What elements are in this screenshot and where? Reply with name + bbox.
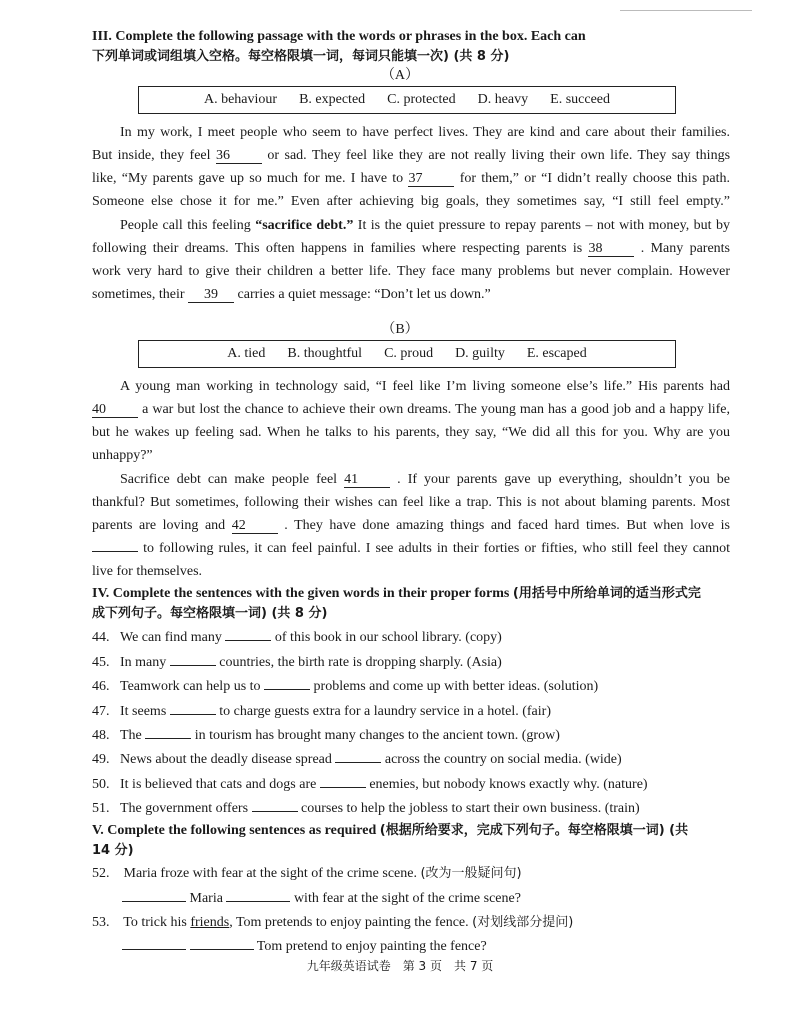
box-b-option: C. proud — [384, 346, 434, 361]
section4-title: IV. Complete the sentences with the given words in their proper forms (用括号中所给单词的适当形式完 — [92, 586, 701, 601]
passage-b-line: thankful? But sometimes, following their wishes can feel like a trap. This is not about blaming parents. Most — [92, 495, 730, 510]
passage-b-line: 40 a war but lost the chance to achieve their own dreams. The young man has a good job and a happy life, — [92, 402, 730, 417]
answer-blank[interactable] — [264, 689, 310, 690]
answer-blank[interactable] — [226, 901, 290, 902]
passage-a-line: In my work, I meet people who seem to have perfect lives. They are kind and care about their families. — [120, 125, 730, 140]
answer-blank[interactable] — [252, 811, 298, 812]
question-item: 47. It seems to charge guests extra for a laundry service in a hotel. (fair) — [92, 704, 551, 719]
blank-38[interactable]: 38 — [588, 241, 634, 257]
blank-43[interactable] — [92, 551, 138, 552]
passage-a-line: sometimes, their 39 carries a quiet message: “Don’t let us down.” — [92, 287, 491, 302]
passage-b-line: parents are loving and 42 . They have done amazing things and faced hard times. But when love is — [92, 518, 731, 533]
box-a-option: E. succeed — [550, 92, 610, 107]
question-item: 48. The in tourism has brought many changes to the ancient town. (grow) — [92, 728, 560, 743]
box-b-option: E. escaped — [526, 346, 587, 361]
section5-title: V. Complete the following sentences as required (根据所给要求，完成下列句子。每空格限填一词) (共 — [92, 823, 689, 838]
part-b-label: （B） — [381, 322, 419, 337]
blank-39[interactable]: 39 — [188, 287, 234, 303]
section3-title-cn: 下列单词或词组填入空格。每空格限填一词，每词只能填一次) (共 8 分) — [92, 49, 510, 64]
passage-b-line: unhappy?” — [92, 448, 153, 463]
answer-blank[interactable] — [170, 665, 216, 666]
box-a-option: C. protected — [387, 92, 456, 107]
passage-a-line: work very hard to give their children a better life. They face many problems but never complain. However — [92, 264, 730, 279]
answer-blank[interactable] — [190, 949, 254, 950]
question-item: 46. Teamwork can help us to problems and come up with better ideas. (solution) — [92, 679, 599, 694]
passage-a-line: like, “My parents gave up so much for me. I have to 37 for them,” or “I didn’t really choose this path. — [92, 171, 730, 186]
question-52: 52. Maria froze with fear at the sight of the crime scene. (改为一般疑问句) — [92, 866, 522, 881]
section5-title-cn: 14 分) — [92, 843, 134, 858]
answer-blank[interactable] — [335, 762, 381, 763]
question-item: 49. News about the deadly disease spread across the country on social media. (wide) — [92, 752, 622, 767]
question-53: 53. To trick his friends, Tom pretends to enjoy painting the fence. (对划线部分提问) — [92, 915, 574, 930]
box-b-option: D. guilty — [455, 346, 505, 361]
passage-b-line: Sacrifice debt can make people feel 41 . If your parents gave up everything, shouldn’t you be — [120, 472, 731, 487]
answer-blank[interactable] — [122, 901, 186, 902]
word-box-b — [138, 340, 676, 368]
answer-blank[interactable] — [122, 949, 186, 950]
blank-41[interactable]: 41 — [344, 472, 390, 488]
passage-b-line: A young man working in technology said, “I feel like I’m living someone else’s life.” His parents had — [120, 379, 730, 394]
section3-title: III. Complete the following passage with the words or phrases in the box. Each can — [92, 29, 586, 44]
question-item: 50. It is believed that cats and dogs are enemies, but nobody knows exactly why. (nature) — [92, 777, 648, 792]
answer-blank[interactable] — [320, 787, 366, 788]
part-a-label: （A） — [380, 68, 420, 83]
passage-a-line: But inside, they feel 36 or sad. They feel like they are not really living their own life. They say things — [92, 148, 731, 163]
passage-a-line: Someone else chose it for me.” Even after achieving big goals, they sometimes say, “I still feel empty.” — [92, 194, 730, 209]
blank-42[interactable]: 42 — [232, 518, 278, 534]
answer-blank[interactable] — [145, 738, 191, 739]
question-item: 45. In many countries, the birth rate is dropping sharply. (Asia) — [92, 655, 502, 670]
box-a-option: A. behaviour — [203, 92, 278, 107]
box-a-option: B. expected — [299, 92, 366, 107]
blank-36[interactable]: 36 — [216, 148, 262, 164]
blank-37[interactable]: 37 — [408, 171, 454, 187]
scan-edge-line — [620, 10, 752, 11]
answer-53: Tom pretend to enjoy painting the fence? — [122, 938, 730, 956]
answer-blank[interactable] — [170, 714, 216, 715]
passage-b-line: live for themselves. — [92, 564, 203, 579]
answer-blank[interactable] — [225, 640, 271, 641]
passage-a-line: People call this feeling “sacrifice debt.” It is the quiet pressure to repay parents – not with money, but by — [120, 218, 730, 233]
question-item: 44. We can find many of this book in our school library. (copy) — [92, 630, 502, 645]
passage-b-line: but he wakes up feeling sad. When he talks to his parents, they say, “We did all this for you. Why are you — [92, 425, 730, 440]
box-a-option: D. heavy — [477, 92, 529, 107]
question-item: 51. The government offers courses to help the jobless to start their own business. (train) — [92, 801, 640, 816]
box-b-option: B. thoughtful — [287, 346, 363, 361]
passage-b-line: to following rules, it can feel painful. I see adults in their forties or fifties, who still feel they cannot — [92, 540, 730, 558]
blank-40[interactable]: 40 — [92, 402, 138, 418]
passage-a-line: following their dreams. This often happens in families where respecting parents is 38 . Many parents — [92, 241, 731, 256]
page-footer: 九年级英语试卷 第 3 页 共 7 页 — [306, 959, 494, 973]
box-b-option: A. tied — [227, 346, 266, 361]
word-box-a — [138, 86, 676, 114]
answer-52: Maria with fear at the sight of the crime scene? — [122, 890, 730, 908]
section4-title-cn: 成下列句子。每空格限填一词) (共 8 分) — [92, 606, 328, 621]
